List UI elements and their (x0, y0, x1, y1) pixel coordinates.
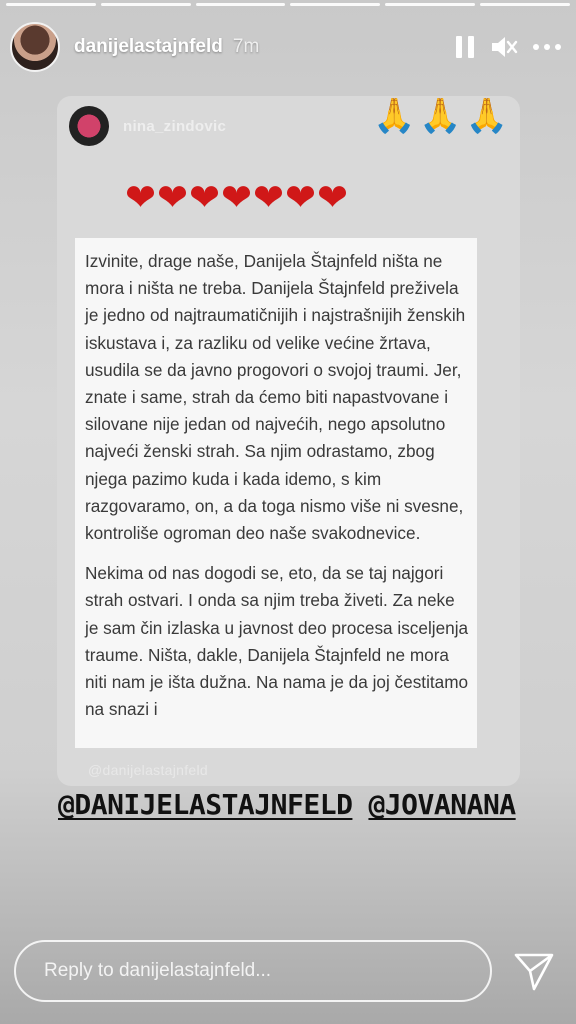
progress-segment (101, 3, 191, 6)
card-avatar (69, 106, 109, 146)
pause-icon[interactable] (454, 36, 476, 58)
mention-stickers (58, 788, 516, 821)
heart-emojis: ❤❤❤❤❤❤❤ (125, 177, 350, 218)
story-username[interactable]: danijelastajnfeld (74, 36, 223, 57)
header-actions (454, 34, 562, 60)
progress-segment (385, 3, 475, 6)
more-icon[interactable] (532, 43, 562, 51)
text-note (75, 238, 477, 748)
card-username: nina_zindovic (123, 117, 227, 135)
faint-mention: @danijelastajnfeld (88, 762, 209, 778)
note-paragraph: Nekima od nas dogodi se, eto, da se taj najgori strah ostvari. I onda sa njim treba živeti. Za neke je sam čin izlaska u javnost deo procesa isceljenja traume. Ništa, dakle, Danijela Štajnfeld ne mora niti nam je išta dužna. Na nama je da joj čestitamo na snazi i (85, 563, 469, 720)
story-timestamp: 7m (232, 36, 260, 57)
progress-segment (196, 3, 286, 6)
mention-jovanana[interactable]: @JOVANANA (368, 788, 516, 821)
story-progress (6, 3, 570, 6)
card-header (69, 106, 226, 146)
progress-segment (6, 3, 96, 6)
mute-icon[interactable] (490, 34, 518, 60)
mention-danijelastajnfeld[interactable]: @DANIJELASTAJNFELD (58, 788, 353, 821)
reply-input[interactable] (14, 940, 492, 1002)
note-paragraph: Izvinite, drage naše, Danijela Štajnfeld ništa ne mora i ništa ne treba. Danijela Štajnfeld preživela je jedno od najtraumatičnijih i najstrašnijih ženskih iskustava i, za razliku od velike većine žrtava, usudila se da javno progovori o svojoj traumi. Jer, znate i same, strah da ćemo biti napastvovane i silovane nije jedan od najvećih, nego apsolutno najveći ženski strah. Sa njim odrastamo, zbog njega pazimo kuda i kada idemo, s kim razgovaramo, on, a da toga nismo više ni svesne, kontroliše ogroman deo naše svakodnevice. (85, 251, 466, 544)
avatar[interactable] (10, 22, 60, 72)
send-icon[interactable] (512, 949, 556, 993)
progress-segment (480, 3, 570, 6)
progress-segment (290, 3, 380, 6)
prayer-emojis: 🙏🙏🙏 (372, 97, 512, 135)
story-header (10, 18, 566, 76)
reply-bar (14, 940, 562, 1002)
